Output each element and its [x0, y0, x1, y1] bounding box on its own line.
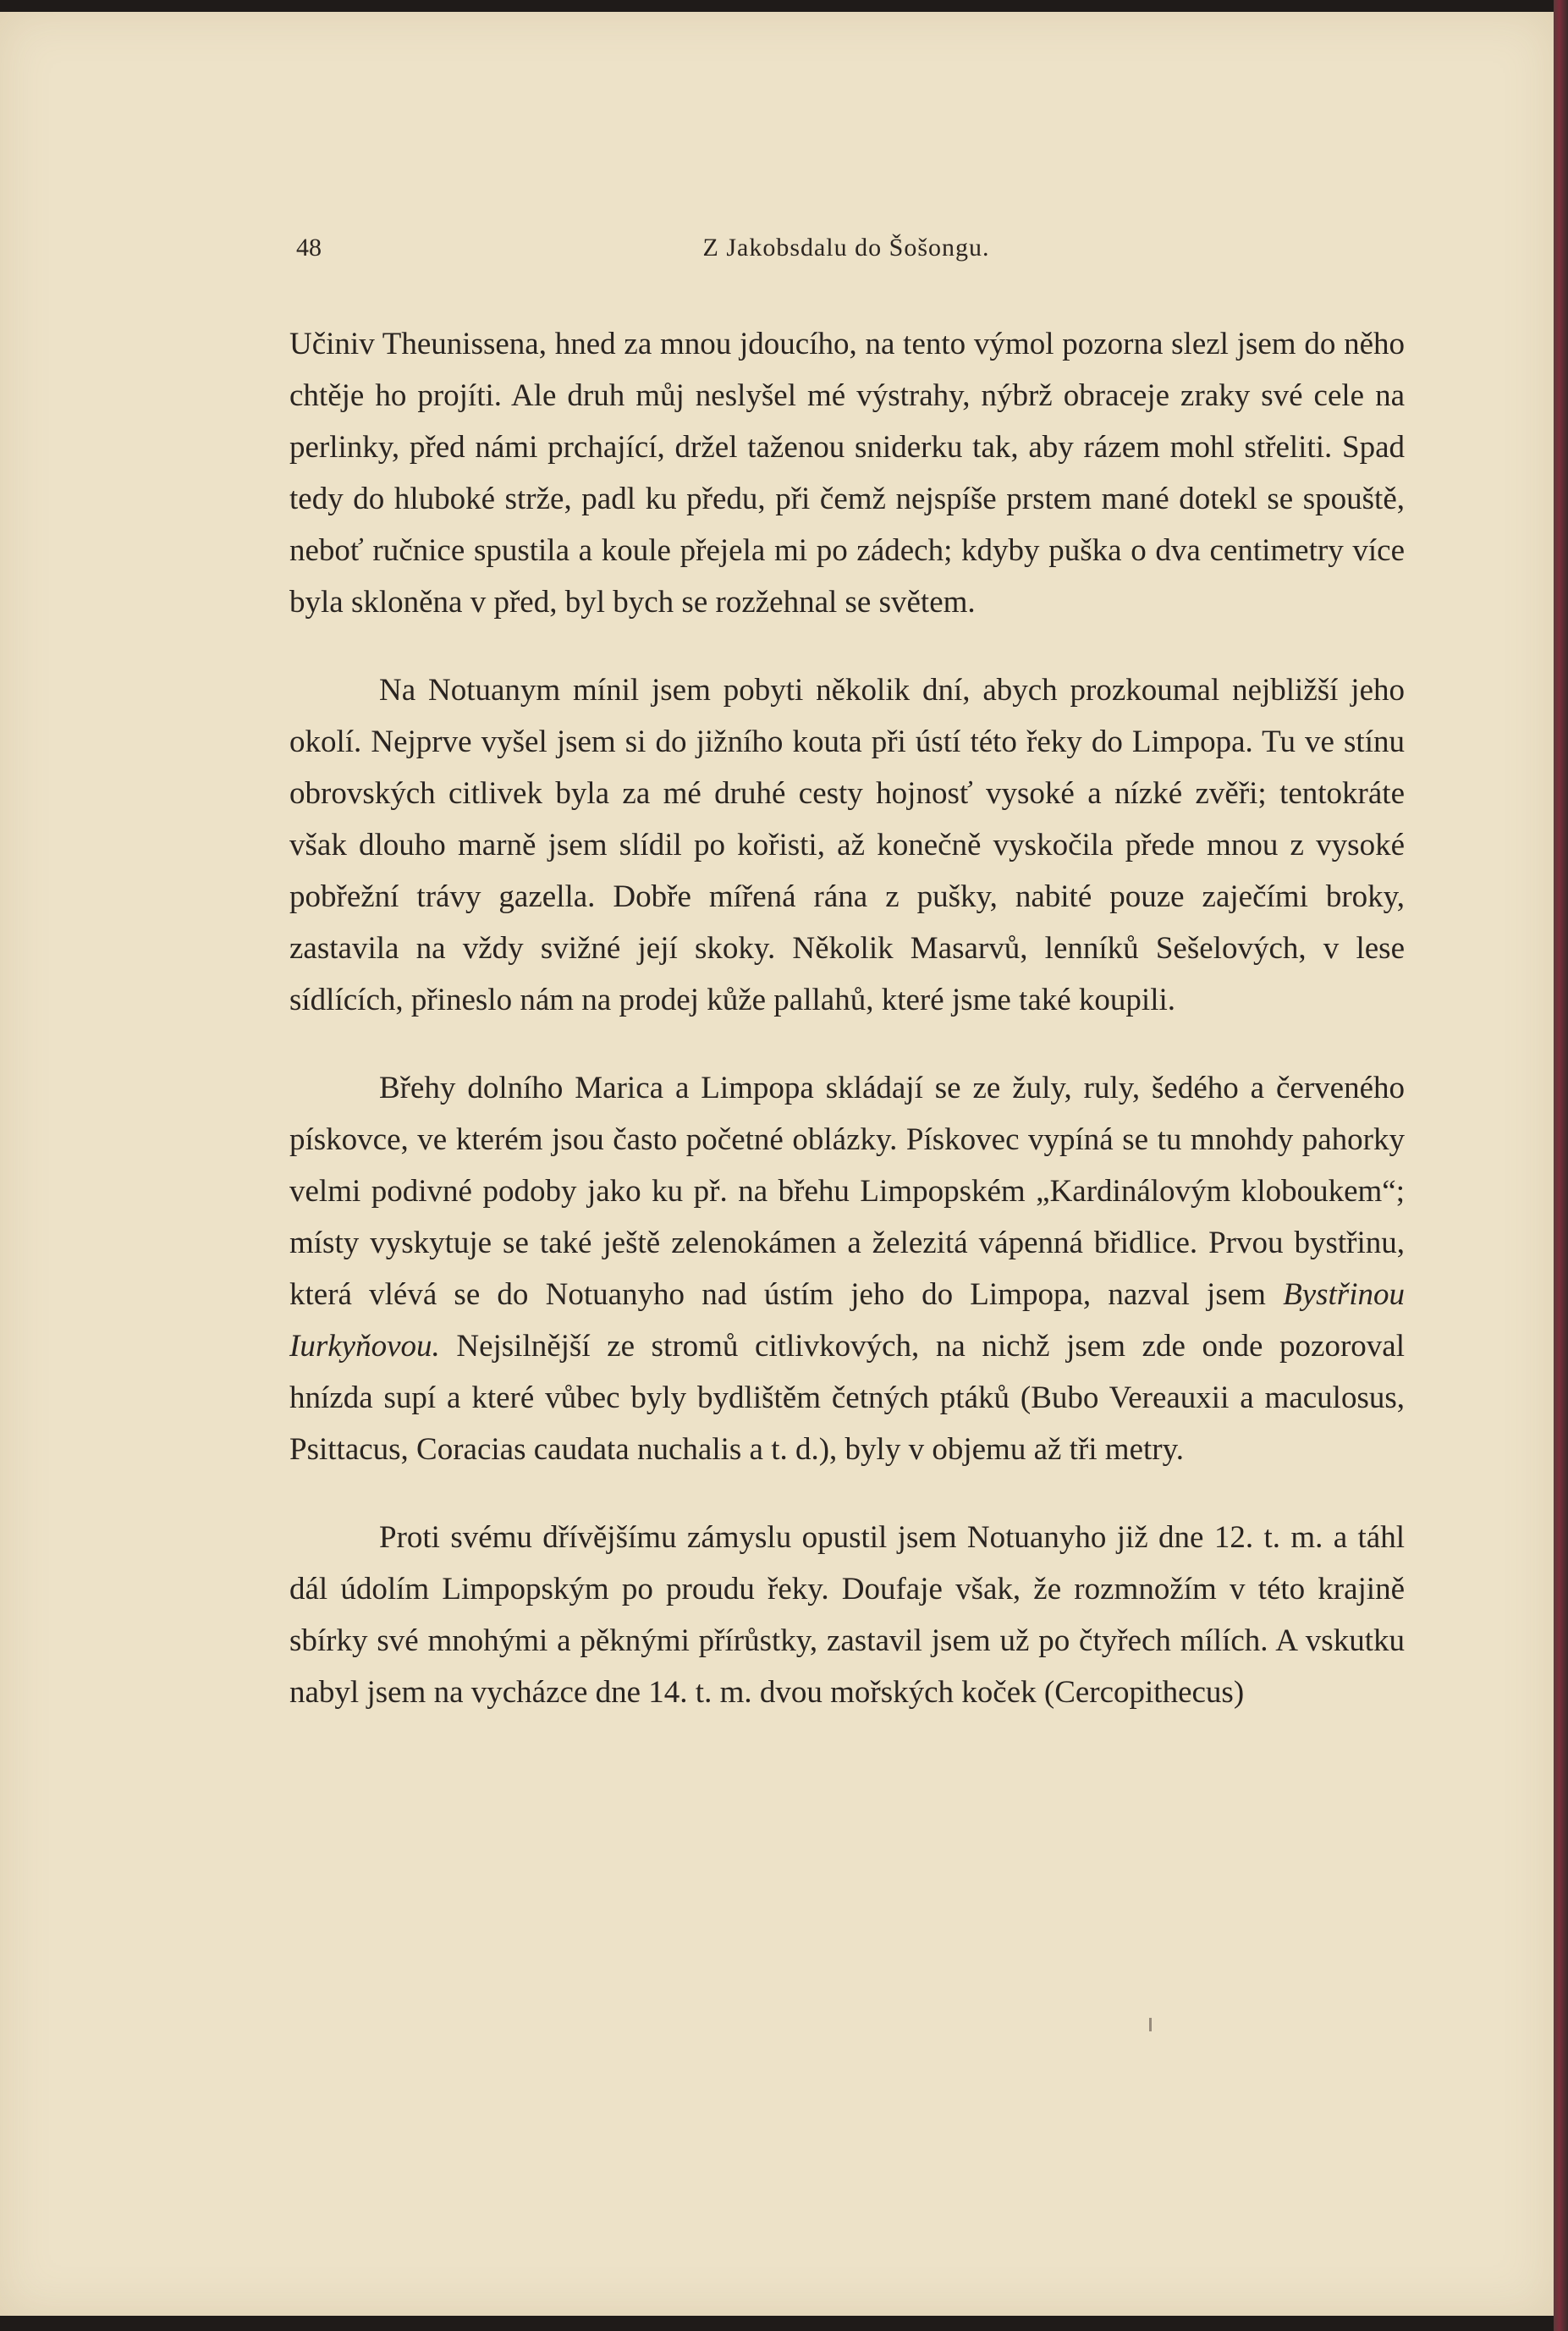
paragraph-4: Proti svému dřívějšímu zámyslu opustil jsem Notuanyho již dne 12. t. m. a táhl dál údolím Limpopským po proudu řeky. Doufaje však, že rozmnožím v této krajině sbírky své mnohými a pěknými přírůstky, zastavil jsem už po čtyřech mílích. A vskutku nabyl jsem na vycházce dne 14. t. m. dvou mořských koček (Cercopithecus)	[289, 1520, 1405, 1710]
ink-speck	[1149, 2018, 1152, 2031]
body-text	[289, 318, 1405, 1718]
paragraph-3-text-start: Břehy dolního Marica a Limpopa skládají se ze žuly, ruly, šedého a červeného pískovce, ve kterém jsou často početné oblázky. Pískovec vypíná se tu mnohdy pahorky velmi podivné podoby jako ku př. na břehu Limpopském „Kardinálovým kloboukem“; místy vyskytuje se také ještě zelenokámen a železitá vápenná břidlice. Prvou bystřinu, která vlévá se do Notuanyho nad ústím jeho do Limpopa, nazval jsem	[289, 1071, 1405, 1312]
paragraph-2: Na Notuanym mínil jsem pobyti několik dní, abych prozkoumal nejbližší jeho okolí. Nejprve vyšel jsem si do jižního kouta při ústí této řeky do Limpopa. Tu ve stínu obrovských citlivek byla za mé druhé cesty hojnosť vysoké a nízké zvěři; tentokráte však dlouho marně jsem slídil po kořisti, až konečně vyskočila přede mnou z vysoké pobřežní trávy gazella. Dobře mířená rána z pušky, nabité pouze zaječími broky, zastavila na vždy svižné její skoky. Několik Masarvů, lenníků Sešelových, v lese sídlících, přineslo nám na prodej kůže pallahů, které jsme také koupili.	[289, 673, 1405, 1017]
page-header	[296, 234, 1396, 267]
stream-name-emphasis: Bystřinou Iurkyňovou.	[289, 1277, 1405, 1364]
book-edge	[1554, 0, 1568, 2331]
page-number: 48	[296, 234, 322, 262]
book-page	[0, 12, 1554, 2316]
paragraph-3	[289, 1062, 1405, 1475]
running-title: Z Jakobsdalu do Šošongu.	[702, 234, 990, 262]
paragraph-3-text-end: Nejsilnější ze stromů citlivkových, na nichž jsem zde onde pozoroval hnízda supí a které vůbec byly bydlištěm četných ptáků (Bubo Vereauxii a maculosus, Psittacus, Coracias caudata nuchalis a t. d.), byly v objemu až tři metry.	[289, 1329, 1405, 1467]
paragraph-1: Učiniv Theunissena, hned za mnou jdoucího, na tento výmol pozorna slezl jsem do něho chtěje ho projíti. Ale druh můj neslyšel mé výstrahy, nýbrž obraceje zraky své cele na perlinky, před námi prchající, držel taženou sniderku tak, aby rázem mohl střeliti. Spad tedy do hluboké strže, padl ku předu, při čemž nejspíše prstem mané dotekl se spouště, neboť ručnice spustila a koule přejela mi po zádech; kdyby puška o dva centimetry více byla skloněna v před, byl bych se rozžehnal se světem.	[289, 327, 1405, 620]
